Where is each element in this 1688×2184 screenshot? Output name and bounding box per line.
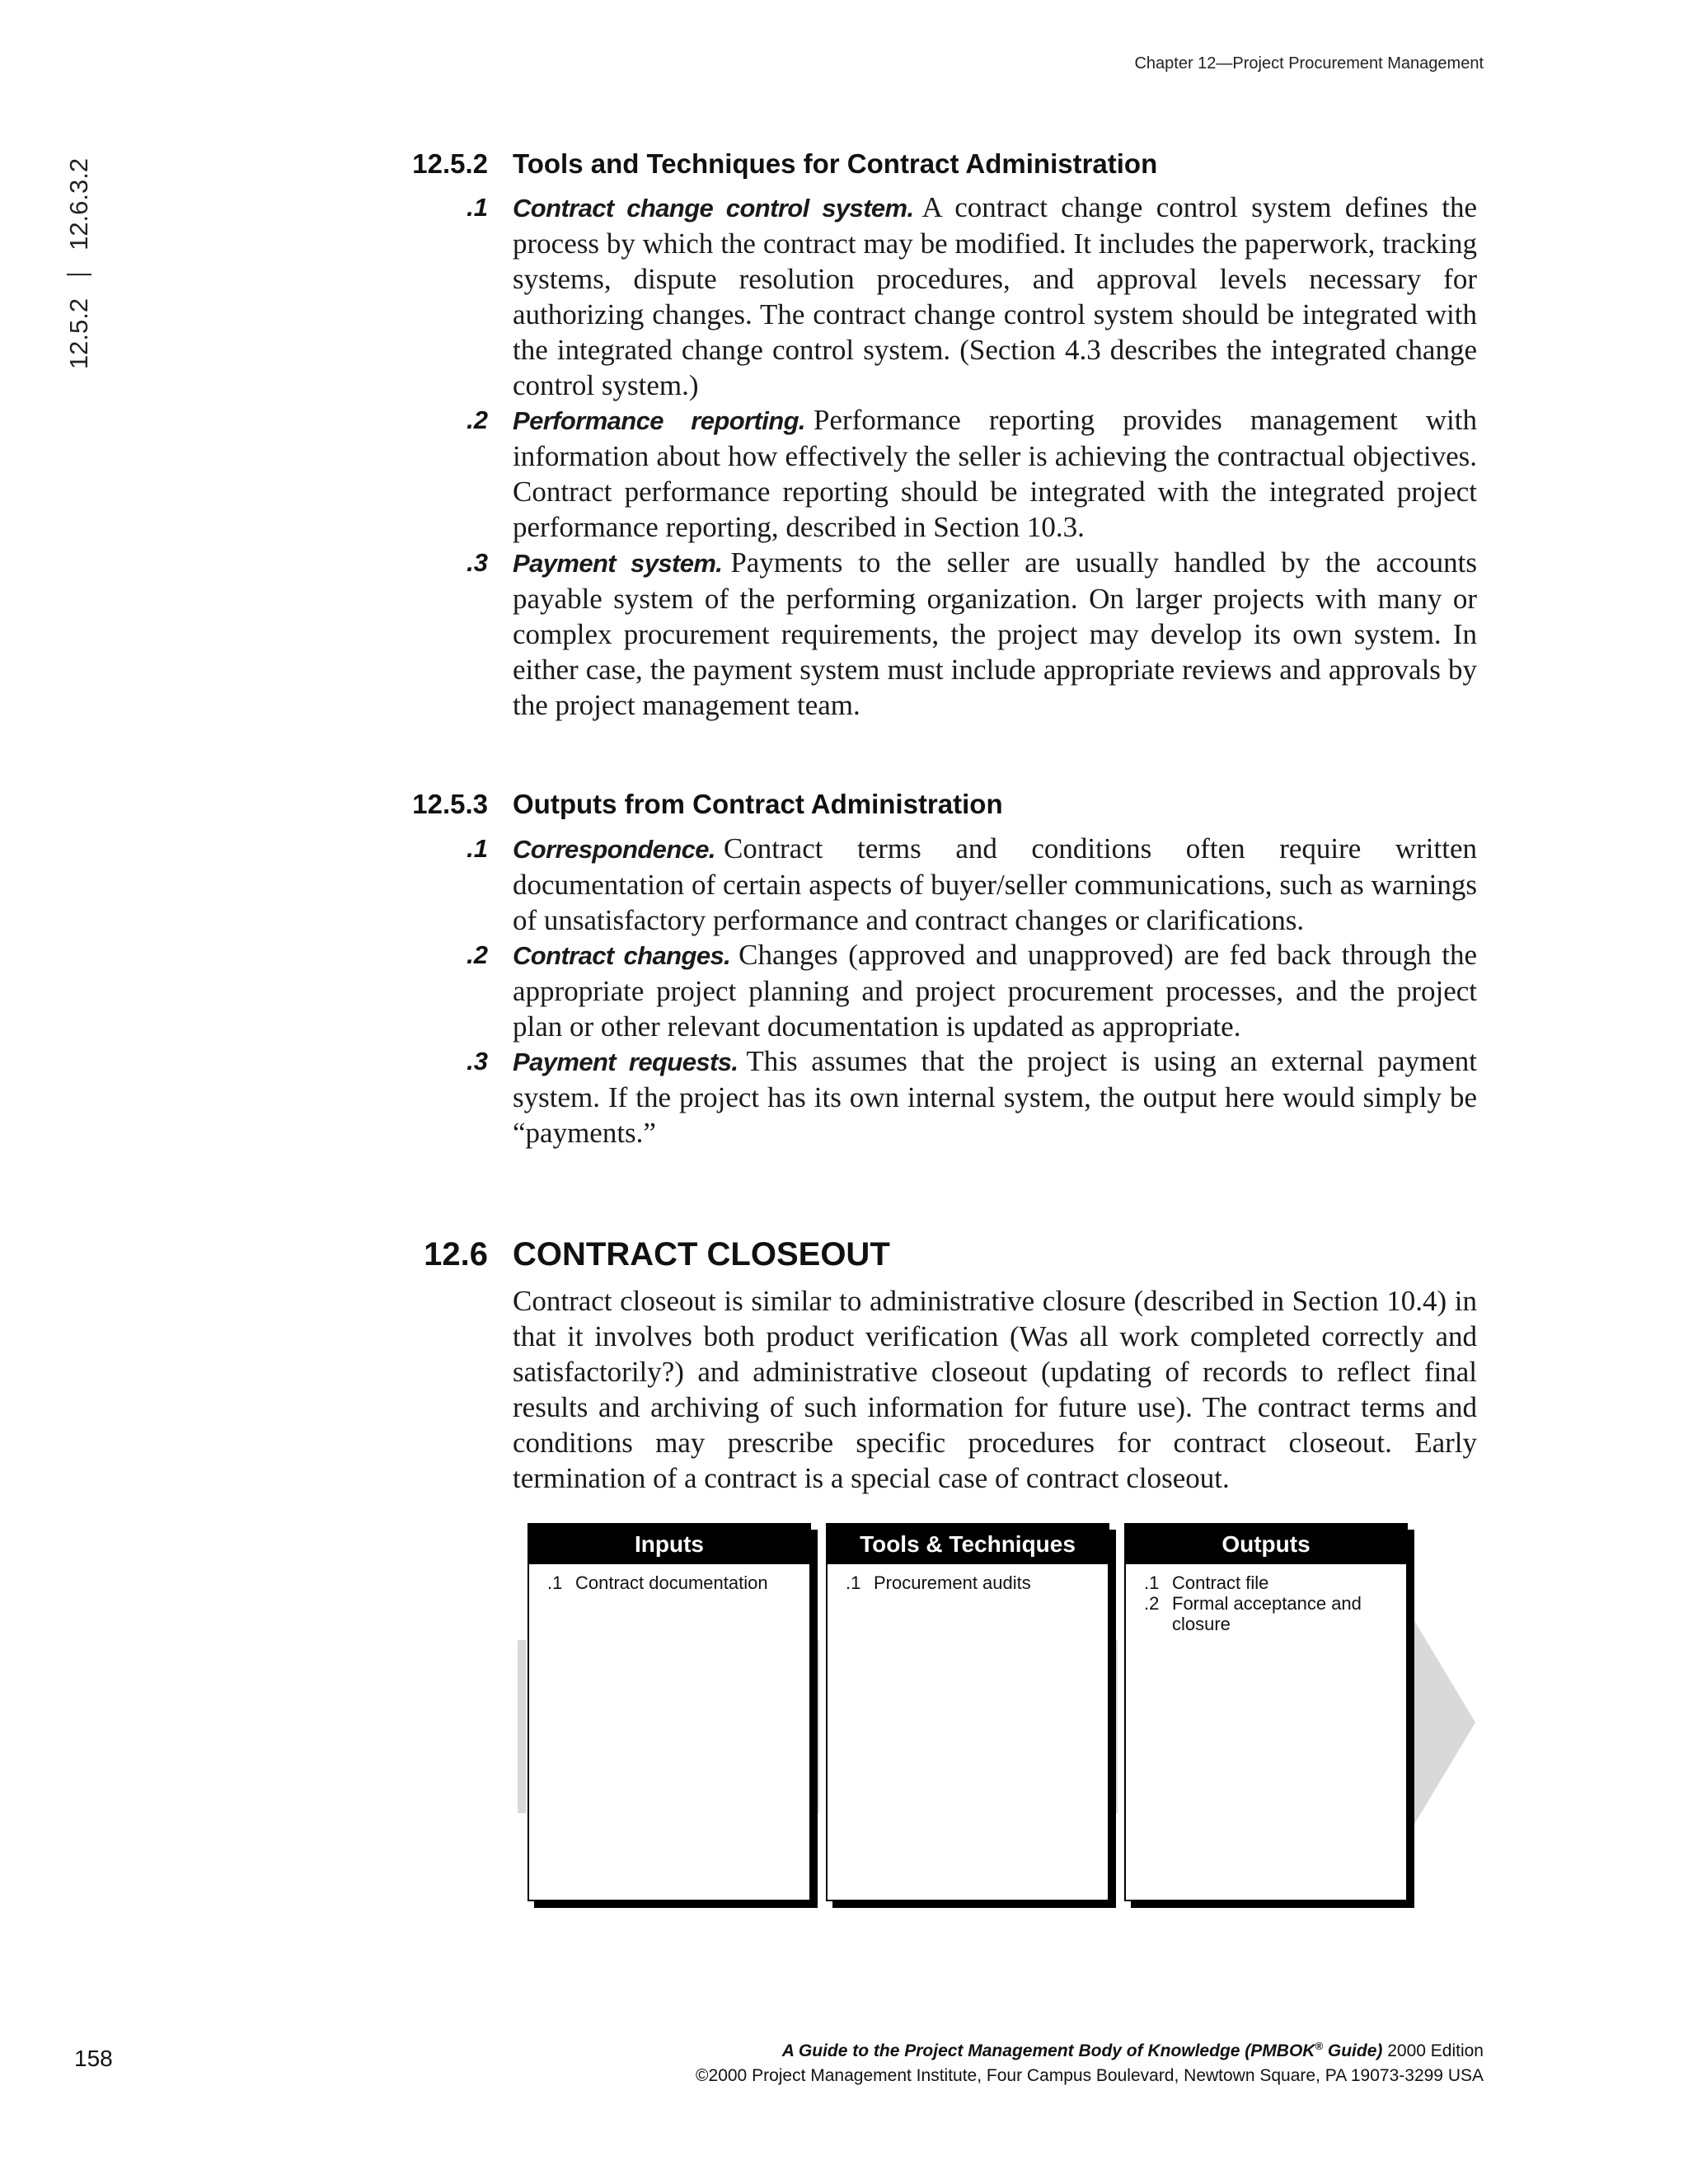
item-number: .3 xyxy=(467,1047,488,1076)
item-lead: Correspondence. xyxy=(513,835,715,864)
list-item: .1 Procurement audits xyxy=(846,1572,1031,1593)
item-number: .2 xyxy=(467,405,488,434)
item-number: .2 xyxy=(467,940,488,969)
item-paragraph xyxy=(513,937,1477,1044)
flow-band-left xyxy=(518,1640,526,1813)
copyright: ©2000 Project Management Institute, Four Campus Boulevard, Newtown Square, PA 19073-3299 USA xyxy=(696,2066,1484,2085)
item-text: Changes (approved and unapproved) are fed back through the appropriate project planning and project procurement processes, and the project plan or other relevant documentation is updated as appropriate. xyxy=(513,939,1478,1043)
item-paragraph xyxy=(513,1043,1477,1151)
item-paragraph xyxy=(513,831,1477,938)
flow-arrow-icon xyxy=(1401,1599,1475,1846)
running-head: Chapter 12—Project Procurement Management xyxy=(1134,54,1484,73)
list-item: .1 Contract documentation xyxy=(547,1572,768,1593)
guide-title: A Guide to the Project Management Body of Knowledge (PMBOK xyxy=(781,2041,1315,2060)
section-range-from: 12.5.2 xyxy=(64,298,93,370)
outputs-title: Outputs xyxy=(1126,1525,1406,1564)
item-lead: Contract changes. xyxy=(513,941,731,970)
item-paragraph xyxy=(513,402,1477,545)
chapter-section-heading: CONTRACT CLOSEOUT xyxy=(513,1236,890,1272)
footer-citation: A Guide to the Project Management Body of Knowledge (PMBOK® Guide) 2000 Edition ©2000 Project Management Institute, Four Campus Boulevard, Newtown Square, PA 19073-3299 USA xyxy=(696,2034,1484,2088)
section-range-to: 12.6.3.2 xyxy=(64,157,93,251)
item-lead: Performance reporting. xyxy=(513,406,805,435)
item-paragraph xyxy=(513,545,1477,723)
item-text: Payments to the seller are usually handled by the accounts payable system of the performing organization. On larger projects with many or complex procurement requirements, the project may develop its own system. In either case, the payment system must include appropriate reviews and approvals by the project management team. xyxy=(513,546,1477,721)
list-item: .2 Formal acceptance and closure xyxy=(1144,1593,1362,1634)
tools-title: Tools & Techniques xyxy=(828,1525,1108,1564)
item-text: Performance reporting provides management with information about how effectively the seller is achieving the contractual objectives. Contract performance reporting should be integrated with the integrated project performance reporting, described in Section 10.3. xyxy=(513,404,1477,543)
item-lead: Payment system. xyxy=(513,549,723,578)
outputs-box xyxy=(1124,1523,1408,1901)
section-range-divider xyxy=(67,274,91,275)
item-lead: Payment requests. xyxy=(513,1047,738,1076)
section-number: 12.5.3 xyxy=(412,789,488,819)
edition: 2000 Edition xyxy=(1382,2041,1484,2060)
tools-box xyxy=(826,1523,1109,1901)
item-number: .3 xyxy=(467,548,488,577)
section-heading: Tools and Techniques for Contract Administration xyxy=(513,148,1158,179)
list-item: .1 Contract file xyxy=(1144,1572,1269,1593)
section-body: Contract closeout is similar to administrative closure (described in Section 10.4) in that it involves both product verification (Was all work completed correctly and satisfactorily?) and administrative closeout (updating of records to reflect final results and archiving of such information for future use). The contract terms and conditions may prescribe specific procedures for contract closeout. Early termination of a contract is a special case of contract closeout. xyxy=(513,1285,1477,1494)
process-diagram xyxy=(511,1516,1484,1912)
item-text: This assumes that the project is using an external payment system. If the project has its own internal system, the output here would simply be “payments.” xyxy=(513,1045,1477,1149)
item-text: Contract terms and conditions often require written documentation of certain aspects of buyer/seller communications, such as warnings of unsatisfactory performance and contract changes or clarifications. xyxy=(513,832,1477,936)
item-paragraph xyxy=(513,190,1477,403)
page-number: 158 xyxy=(74,2046,113,2071)
chapter-section-number: 12.6 xyxy=(424,1236,488,1272)
item-number: .1 xyxy=(467,193,488,222)
inputs-title: Inputs xyxy=(529,1525,809,1564)
section-heading: Outputs from Contract Administration xyxy=(513,789,1003,819)
item-lead: Contract change control system. xyxy=(513,194,914,223)
item-number: .1 xyxy=(467,834,488,863)
section-number: 12.5.2 xyxy=(412,148,488,179)
item-text: A contract change control system defines the process by which the contract may be modified. It includes the paperwork, tracking systems, dispute resolution procedures, and approval levels necessary for authorizing changes. The contract change control system should be integrated with the integrated change control system. (Section 4.3 describes the integrated change control system.) xyxy=(513,191,1477,401)
inputs-box xyxy=(528,1523,811,1901)
